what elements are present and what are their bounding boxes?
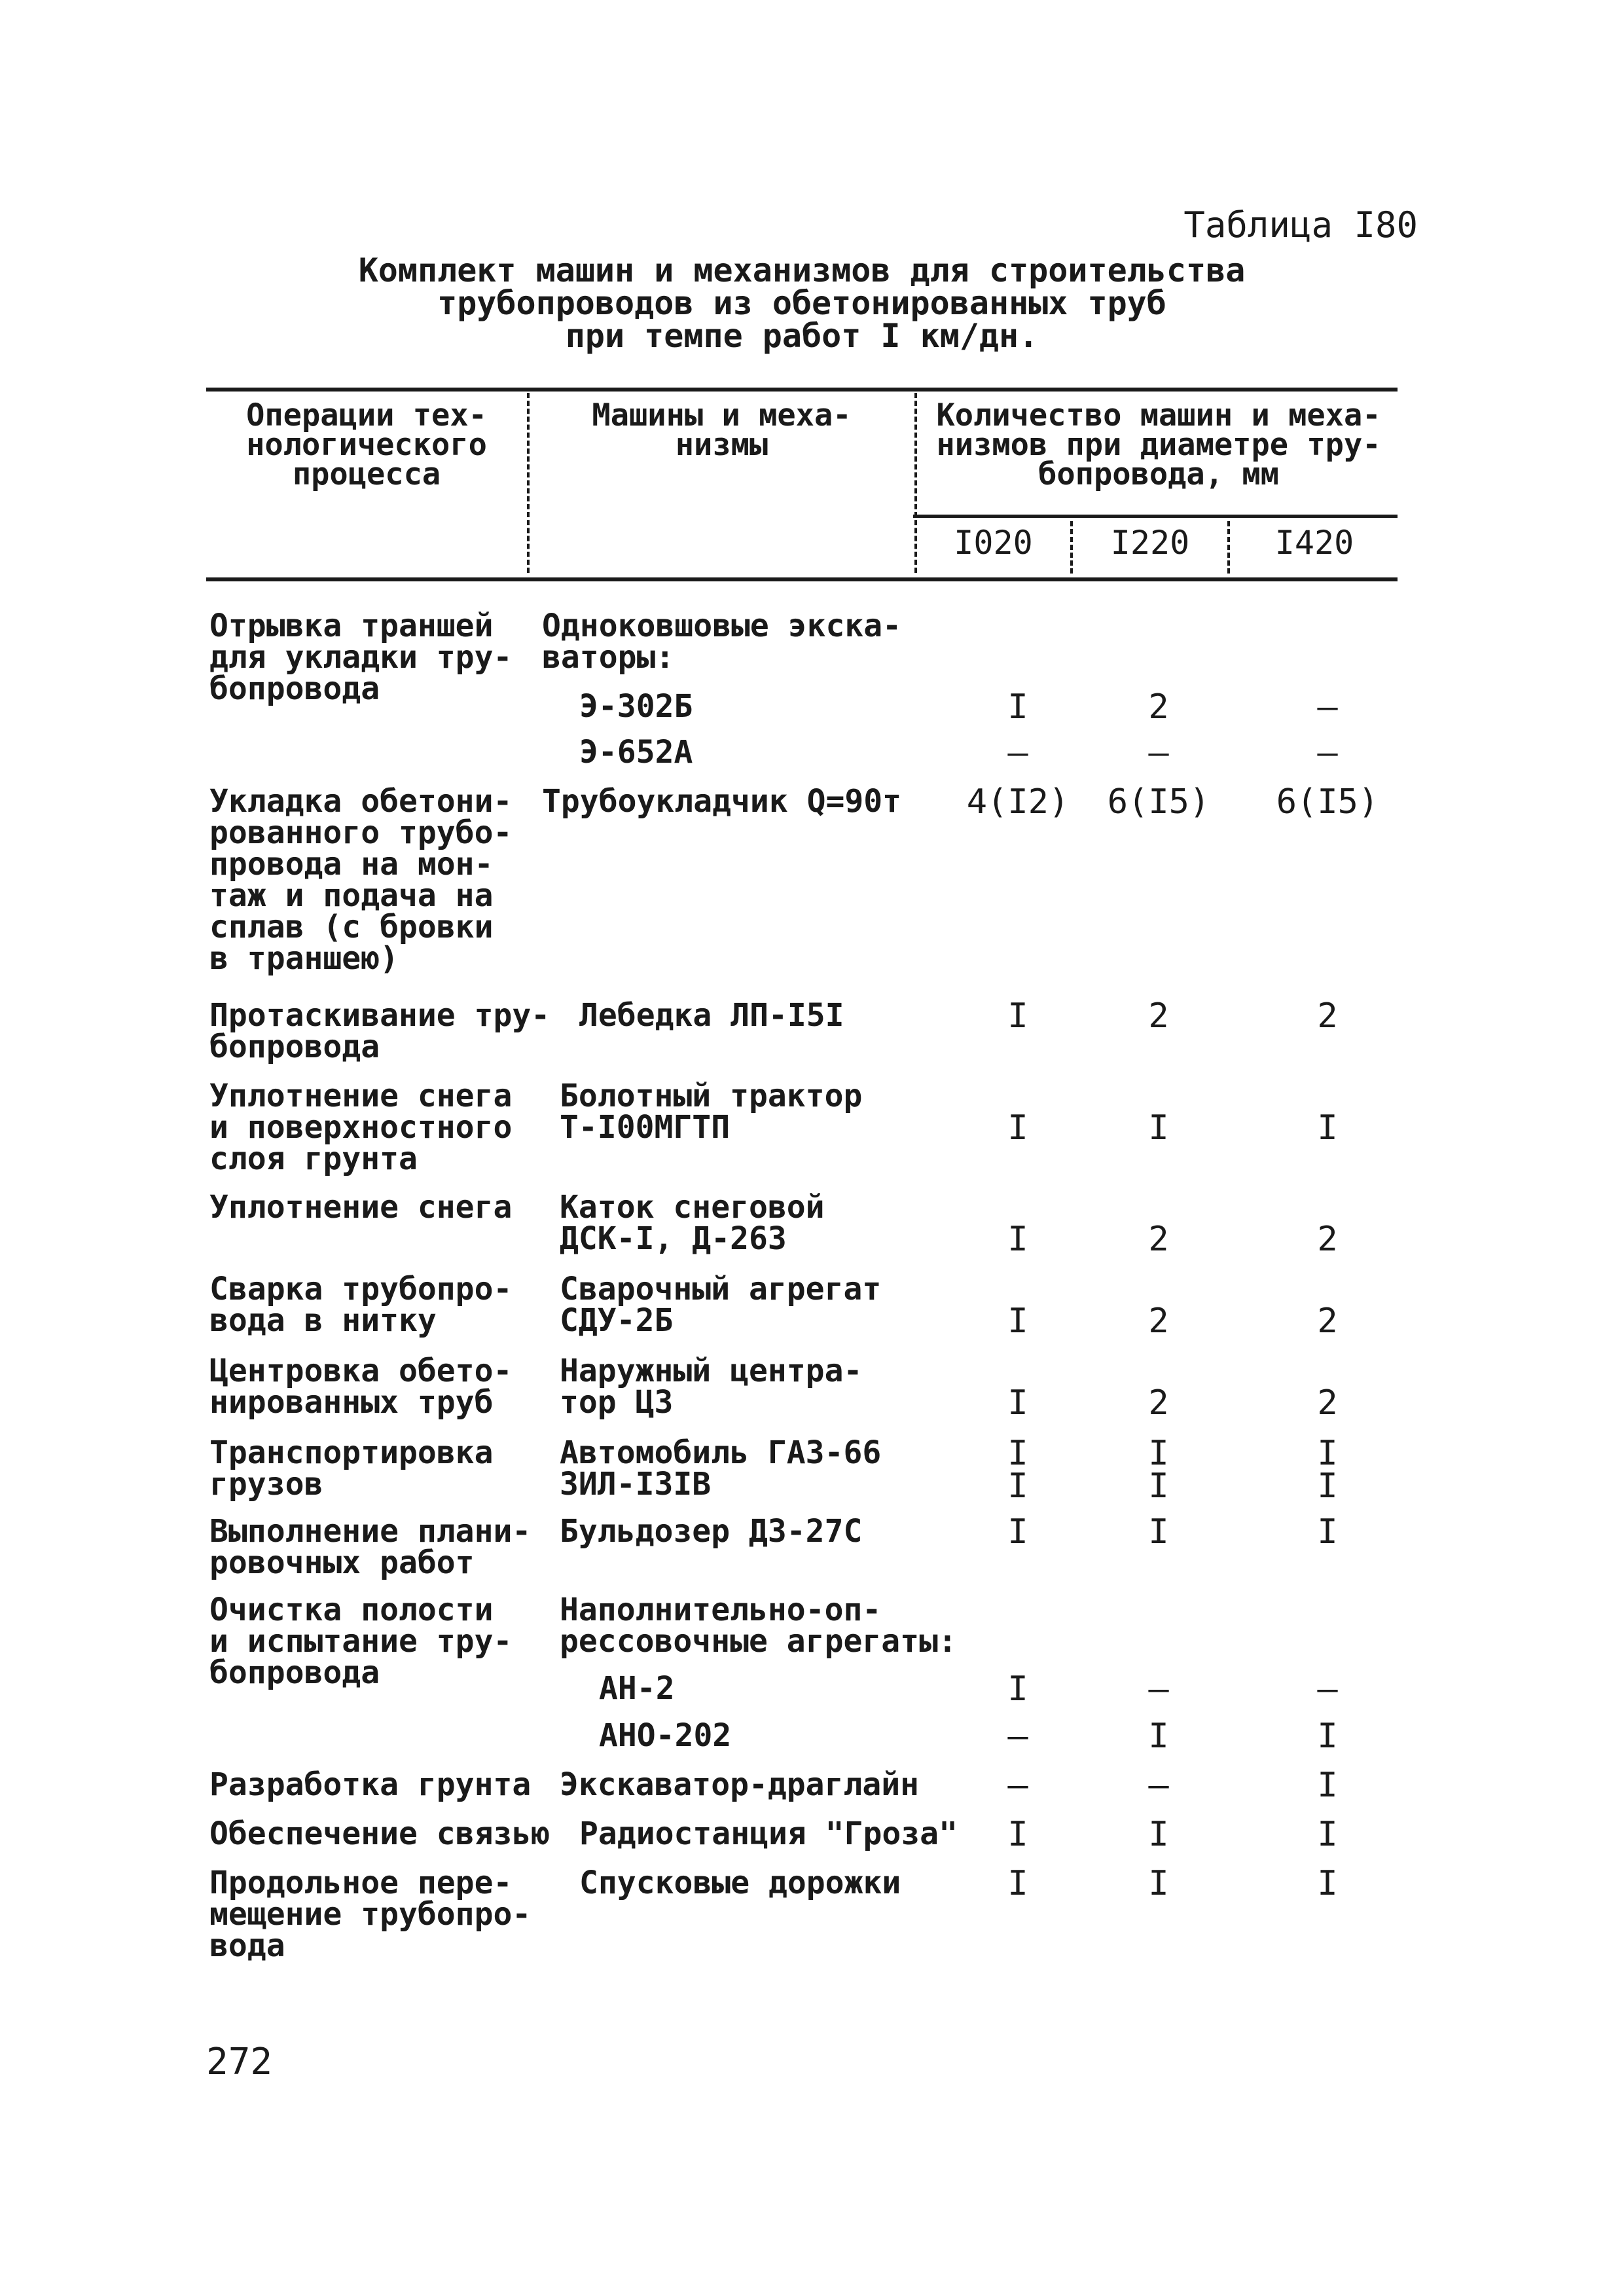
value-1220: 2 (1148, 1383, 1169, 1423)
value-1420: I (1317, 1717, 1338, 1756)
value-1220: I (1148, 1864, 1169, 1903)
operation-line: для укладки тру- (209, 639, 513, 676)
machine-line: АН-2 (599, 1670, 675, 1707)
operation-line: вода в нитку (209, 1302, 437, 1339)
row-operation (209, 1592, 550, 1691)
value-1220: 2 (1148, 1302, 1169, 1341)
operation-line: Обеспечение связью (209, 1815, 550, 1852)
machine-line: тор ЦЗ (560, 1384, 674, 1421)
row-machine (579, 1815, 958, 1852)
value-1020: I (1007, 1108, 1028, 1148)
machine-line: СДУ-2Б (560, 1302, 674, 1339)
row-operation (209, 1271, 550, 1339)
operation-line: таж и подача на (209, 877, 494, 914)
value-1220: I (1148, 1815, 1169, 1854)
caption-line: Комплект машин и механизмов для строительства (358, 251, 1246, 289)
value-1420: 2 (1317, 1383, 1338, 1423)
header-diameter-1220: I220 (1110, 524, 1190, 562)
value-1420: I (1317, 1815, 1338, 1854)
row-operation (209, 1189, 550, 1226)
operation-line: нированных труб (209, 1384, 494, 1421)
value-1020: I (1007, 1302, 1028, 1341)
value-1020: I (1007, 1383, 1028, 1423)
row-operation (209, 1513, 550, 1581)
machine-line: Наружный центра- (560, 1353, 863, 1389)
machine-line: АНО-202 (599, 1717, 732, 1754)
table-top-rule (206, 388, 1398, 392)
operation-line: рованного трубо- (209, 814, 513, 851)
value-1420: I (1317, 1766, 1338, 1805)
machine-line: рессовочные агрегаты: (560, 1623, 957, 1660)
row-operation (209, 1434, 550, 1503)
header-quantity (920, 397, 1398, 492)
value-1420: I (1317, 1512, 1338, 1552)
operation-line: бопровода (209, 1029, 380, 1065)
machine-line: Болотный трактор (560, 1078, 863, 1114)
operation-line: Очистка полости (209, 1592, 494, 1628)
value-1220: – (1148, 733, 1169, 773)
operation-line: Уплотнение снега (209, 1078, 513, 1114)
value-1020: – (1007, 1766, 1028, 1805)
operation-line: Укладка обетони- (209, 783, 513, 820)
caption-line: трубопроводов из обетонированных труб (437, 284, 1166, 322)
operation-line: сплав (с бровки (209, 909, 494, 945)
row-operation (209, 1766, 550, 1803)
machine-line: ЗИЛ-I3IВ (560, 1466, 712, 1503)
value-1020: I I (1007, 1434, 1028, 1506)
row-operation (209, 1080, 550, 1175)
value-1220: 6(I5) (1107, 782, 1210, 822)
row-operation (209, 1353, 550, 1421)
value-1020: I (1007, 996, 1028, 1036)
value-1020: 4(I2) (966, 782, 1070, 822)
value-1020: I (1007, 1512, 1028, 1552)
row-machine (579, 734, 693, 771)
machine-line: Э-652А (579, 734, 693, 771)
value-1020: I (1007, 1220, 1028, 1259)
header-separator (914, 393, 917, 573)
caption-line: при темпе работ I км/дн. (565, 317, 1039, 355)
value-1020: I (1007, 687, 1028, 727)
row-machine (579, 688, 693, 725)
header-line: Машины и меха- (592, 397, 852, 433)
machine-line: Радиостанция "Гроза" (579, 1815, 958, 1852)
row-operation (209, 997, 550, 1065)
value-1220: 2 (1148, 1220, 1169, 1259)
header-line: Количество машин и меха- (936, 397, 1381, 433)
row-machine (560, 1189, 825, 1257)
operation-line: Отрывка траншей (209, 608, 494, 644)
operation-line: в траншею) (209, 940, 399, 977)
value-1220: I (1148, 1717, 1169, 1756)
header-separator (527, 393, 530, 573)
value-1220: 2 (1148, 687, 1169, 727)
header-operations (209, 397, 524, 492)
header-line: процесса (292, 456, 441, 492)
value-1220: I I (1148, 1434, 1169, 1506)
machine-line: Спусковые дорожки (579, 1865, 901, 1901)
row-machine (579, 1867, 901, 1899)
header-separator (1070, 521, 1073, 574)
value-1420: 2 (1317, 996, 1338, 1036)
value-1220: 2 (1148, 996, 1169, 1036)
value-1220: I (1148, 1512, 1169, 1552)
row-machine (560, 1766, 920, 1803)
row-machine (560, 1353, 863, 1421)
operation-line: и испытание тру- (209, 1623, 513, 1660)
value-1020: I (1007, 1864, 1028, 1903)
value-1420: – (1317, 733, 1338, 773)
row-operation (209, 608, 550, 707)
row-machine (560, 1434, 882, 1503)
operation-line: провода на мон- (209, 846, 494, 883)
row-machine (599, 1717, 732, 1754)
machine-line: Т-I00МГТП (560, 1109, 731, 1146)
value-1020: – (1007, 733, 1028, 773)
value-1420: – (1317, 1669, 1338, 1709)
table-number: Таблица I80 (1183, 204, 1418, 246)
operation-line: вода (209, 1927, 285, 1964)
row-operation (209, 783, 550, 977)
machine-line: Одноковшовые экска- (542, 608, 902, 644)
quantity-header-rule (913, 515, 1398, 518)
machine-line: Сварочный агрегат (560, 1271, 882, 1307)
operation-line: Сварка трубопро- (209, 1271, 513, 1307)
machine-line: Бульдозер ДЗ-27С (560, 1513, 863, 1550)
machine-line: Каток снеговой (560, 1189, 825, 1226)
operation-line: ровочных работ (209, 1544, 475, 1581)
operation-line: бопровода (209, 1654, 380, 1691)
operation-line: мещение трубопро- (209, 1896, 532, 1933)
header-separator (1227, 521, 1230, 574)
value-1420: I I (1317, 1434, 1338, 1506)
machine-line: Лебедка ЛП-I5I (579, 997, 844, 1034)
operation-line: Продольное пере- (209, 1865, 513, 1901)
row-operation (209, 1815, 550, 1852)
value-1220: I (1148, 1108, 1169, 1148)
value-1420: I (1317, 1864, 1338, 1903)
operation-line: бопровода (209, 670, 380, 707)
value-1420: 2 (1317, 1302, 1338, 1341)
machine-line: Э-302Б (579, 688, 693, 725)
value-1420: 2 (1317, 1220, 1338, 1259)
header-line: бопровода, мм (1038, 456, 1279, 492)
operation-line: Транспортировка (209, 1434, 494, 1471)
header-line: нологического (246, 427, 487, 463)
row-machine (560, 1513, 863, 1550)
value-1420: 6(I5) (1276, 782, 1379, 822)
header-diameter-1420: I420 (1274, 524, 1354, 562)
value-1420: – (1317, 687, 1338, 727)
value-1220: – (1148, 1766, 1169, 1805)
value-1420: I (1317, 1108, 1338, 1148)
page-number: 272 (206, 2041, 273, 2083)
value-1020: I (1007, 1669, 1028, 1709)
value-1020: I (1007, 1815, 1028, 1854)
row-machine (542, 783, 902, 820)
table-caption (206, 251, 1398, 355)
header-line: низмов при диаметре тру- (936, 427, 1381, 463)
row-machine (579, 997, 844, 1034)
machine-line: Наполнительно-оп- (560, 1592, 882, 1628)
row-machine (599, 1670, 675, 1707)
value-1020: – (1007, 1717, 1028, 1756)
operation-line: грузов (209, 1466, 323, 1503)
operation-line: и поверхностного (209, 1109, 513, 1146)
machine-line: Трубоукладчик Q=90т (542, 783, 902, 820)
row-operation (209, 1865, 550, 1964)
machine-line: ваторы: (542, 639, 675, 676)
operation-line: Центровка обето- (209, 1353, 513, 1389)
row-machine (542, 608, 902, 676)
row-machine (560, 1271, 882, 1339)
header-diameter-1020: I020 (954, 524, 1033, 562)
machine-line: ДСК-I, Д-263 (560, 1220, 787, 1257)
row-machine (560, 1078, 863, 1146)
operation-line: слоя грунта (209, 1140, 418, 1177)
value-1220: – (1148, 1669, 1169, 1709)
machine-line: Автомобиль ГАЗ-66 (560, 1434, 882, 1471)
operation-line: Уплотнение снега (209, 1189, 513, 1226)
operation-line: Выполнение плани- (209, 1513, 532, 1550)
header-bottom-rule (206, 577, 1398, 581)
header-line: Операции тех- (246, 397, 487, 433)
operation-line: Протаскивание тру- (209, 997, 550, 1034)
header-line: низмы (675, 427, 768, 463)
header-machines (533, 397, 910, 463)
operation-line: Разработка грунта (209, 1766, 532, 1803)
row-machine (560, 1592, 957, 1660)
machine-line: Экскаватор-драглайн (560, 1766, 920, 1803)
